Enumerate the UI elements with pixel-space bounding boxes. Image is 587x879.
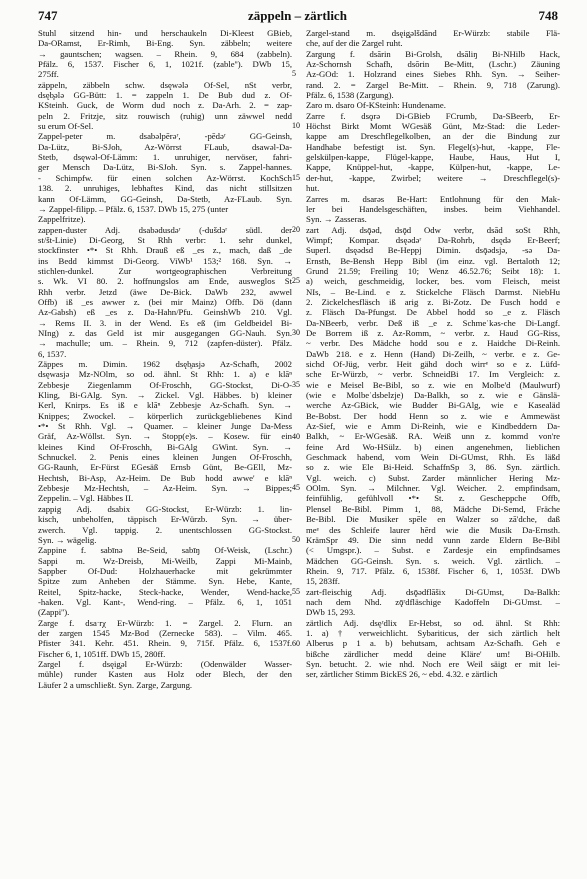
text-line: Stuhl sitzend hin- und herschaukeln Di-Kleest GBieb, <box>38 28 292 38</box>
text-line: der zargen 1545 Mz-Bod (Zernecke 583). – Vilm. 465. <box>38 627 292 638</box>
text-line: Az-Schornsh Schafh, dsōrin Be-Mitt, (Lschr.) Zäuning <box>306 59 560 70</box>
text-line: Syn. → wägelig. <box>38 534 97 545</box>
text-line: Vgl. weich. c) Subst. Zarder männlicher Hering Mz- <box>306 472 560 483</box>
text-line: Höchst Birkt Momt WGesäß Günt, Mz-Stad: die Leder- <box>306 121 560 132</box>
text-line: Plensel Be-Bibl. Pimm 1, 88, Mädche Di-Semd, Fräche <box>306 503 560 514</box>
text-line: Zappine f. sabīnǝ Be-Seid, sabīŋ Of-Weisk, (Lschr.) <box>38 545 292 556</box>
text-line: zwerch. Vgl. tappig. 2. unentschlossen GG-Stockst. <box>38 524 292 535</box>
text-line: (Zappi''). <box>38 607 70 618</box>
text-line: Kappe, Knüppel-hut, -kappe, Külpen-hut, -kappe, Le- <box>306 162 560 173</box>
text-line: ler bei Handelsgeschäften, insbes. beim Viehhandel. <box>306 203 560 214</box>
text-line: DWb 15, 293. <box>306 607 356 618</box>
text-line: Rhein. 9, 717. Pfälz. 6, 1538f. Fischer 6, 1, 1053f. DWb <box>306 565 560 576</box>
text-line: Zappelfritze). <box>38 214 86 225</box>
text-line: dsęb̥ǝlǝ GG-Bütt: 1. = zappeln 1. De Bub dud z. Of- <box>38 90 292 101</box>
text-line: Syn. betucht. 2. wie nhd. Noch ere Weil säigt er mit lei- <box>306 658 560 669</box>
text-line: zart Adj. dsǭǝd, dsǭd Odw verbr, dsād soSt Rhh, <box>306 224 560 235</box>
text-line: → machulle; um. – Rhein. 9, 712 (zapfen-düster). Pfälz. <box>38 338 292 349</box>
text-line: zappen-duster Adj. dsabǝdusdǝʳ (-dušdǝʳ südl. der <box>38 224 292 235</box>
text-line: Sappber Of-Dud: Holzhauerhacke mit gekrümmter <box>38 565 292 576</box>
text-line: Zargung f. dsārin Bi-Grolsh, dsāliŋ Bi-NHilb Hack, <box>306 48 560 59</box>
text-line: Handhabe befestigt ist. Syn. Flegel(s)-hut, -kappe, Fle- <box>306 141 560 152</box>
text-line: Sappi m. Wz-Dreisb, Mi-Weilb, Zappi Mi-Mainb, <box>38 555 292 566</box>
text-line: Kling, Bi-GAlg. Syn. → Zickel. Vgl. Häbbes. b) kleiner <box>38 390 292 401</box>
text-line: KSteinh. Guck, de Worm dud noch z. Da-Arh. 2. = zap- <box>38 100 292 111</box>
text-line: bißche zärdlicher medd deine Kläre' um! Bi-OHilb. <box>306 648 560 659</box>
line-number: 40 <box>292 431 300 441</box>
text-line: st/št-Linie) Di-Georg, St Rhh verbr: 1. sehr dunkel, <box>38 234 292 245</box>
text-line: werche Az-GBick, wie Budder Bi-GAlg, wie e Kasealäd <box>306 400 560 411</box>
line-number: 60 <box>292 638 300 648</box>
text-line: Mädchen GG-Geinsh. Syn. s. weich. Vgl. zärtlich. – <box>306 555 560 566</box>
line-number: 15 <box>292 172 300 182</box>
page-number-right: 748 <box>538 8 558 23</box>
line-number: 20 <box>292 224 300 234</box>
text-line: ins Bedd kimmst Di-Georg. ViWb¹ 153;² 168. Syn. → <box>38 255 292 266</box>
text-line: Pfälz. 6, 1537. Fischer 6, 1, 1021f. (zable''). DWb 15, <box>38 59 292 70</box>
text-line: Zebbesje Ziegenlamm Of-Froschh, GG-Stockst, Di-O- <box>38 379 292 390</box>
text-line: Stetb, dsęwǝl-Of-Lämm: 1. unruhiger, nervöser, fahri- <box>38 152 292 163</box>
line-number: 25 <box>292 276 300 286</box>
text-line: feine Ard Wo-HSülz. b) einen angenehmen, lieblichen <box>306 441 560 452</box>
text-line: Zäppes m. Dimin. 1962 dsęb̥asjǝ Az-Schafh, 2002 <box>38 359 292 369</box>
page-header <box>38 8 558 24</box>
text-line: sichd Of-Jüg, verbr. Heit gähd doch wirrᵉ so e z. Lüfd- <box>306 359 560 369</box>
text-line: hut. <box>306 183 320 194</box>
text-line: kann Of-Lämm, GG-Geinsh, Da-Stetb, Az-FLaub. Syn. <box>38 193 292 204</box>
text-line: Wimpf; Kompar. dsęǝdǝʳ Da-Rohrb, dsędǝ Er-Beerf; <box>306 234 560 245</box>
text-line: Alberus p 1 a. b) behutsam, achtsam Az-Schafh. Geh e <box>306 638 560 649</box>
text-line: Grund 21.59; Freiling 10; Wenz 46.52.76; Seibt 18): 1. <box>306 265 560 276</box>
text-line: mühle) runder Kasten aus Holz oder Blech, der den <box>38 669 292 680</box>
text-line: Ernsth, Be-Bensh Hepp Bibl (im einz. vgl. Bertaloth 12; <box>306 255 560 266</box>
text-line: OOlm. Syn. → Milchner. Vgl. Weicher. 2. empfindsam, <box>306 483 560 494</box>
text-line: 6, 1537. <box>38 348 67 359</box>
text-line: wie e Meisel Be-Bibl, so z. wie en Molbe'd (Maulwurf) <box>306 379 560 390</box>
text-line: Gräf, Az-Wöllst. Syn. → Stopp(e)s. – Kosew. für ein <box>38 431 292 442</box>
text-line: Da-NBeerb, verbr. Deß iß _e z. Schmeˈkǝs-che Di-Langf. <box>306 317 560 328</box>
text-line: KrämSpr 49. Die sinn nedd vunn zarde Eldern Be-Bibl <box>306 534 560 545</box>
text-line: su erum Of-Sel. <box>38 121 94 132</box>
text-line: Balkh, ~ Er-WGesäß. RA. Weiß unn z. kommd von're <box>306 431 560 442</box>
text-line: 275ff. <box>38 69 59 80</box>
text-line: zärtlich Adj. dsęʳdlix Er-Hebst, so od. ähnl. St Rhh: <box>306 617 560 628</box>
text-line: zappig Adj. dsabix GG-Stockst, Er-Würzb: 1. lin- <box>38 503 292 514</box>
text-line: der-hut, -kappe, Zwirbel; weitere → Dreschflegel(s)- <box>306 172 560 183</box>
text-line: peln 2. Fritzje, sitz rouwisch (ruhig) unn zäwwel nedd <box>38 110 292 121</box>
text-line: sche Er-Würzb, ~ verbr. SchneidBi 17. Im Vergleich: z. <box>306 369 560 380</box>
text-line: Spitze zum Anheben der Stämme. Syn. Hebe, Kante, <box>38 576 292 587</box>
left-column <box>38 28 292 690</box>
text-line: Rhh verbr. Jetzd (äwe De-Bick. DaWb 232, awwel <box>38 286 292 297</box>
text-line: NIng) z. das Geld ist mir ausgegangen GG-Nauh. Syn. <box>38 327 292 338</box>
page-number-left: 747 <box>38 8 58 23</box>
text-line: 2. Zickelchesfläsch iß arig z. Bi-Zotz. De Fusch hodd e <box>306 296 560 307</box>
text-line: → Zappel-filipp. – Pfälz. 6, 1537. DWb 15, 275 (unter <box>38 203 229 214</box>
text-line: GG-Raunh, Er-Fürst EGesäß Ernsb Günt, Be-GEll, Mz- <box>38 462 292 473</box>
text-line: Knippes; Zwockel. – körperlich zurückgebliebenes Kind <box>38 410 292 421</box>
text-line: stockfinster •*• St Rhh. Drauß eß _es z., mach, daß _de <box>38 245 292 256</box>
text-line: Fischer 6, 1, 1051ff. DWb 15, 280ff. <box>38 648 166 659</box>
text-line: ~ verbr. Des Mädche hodd sou e z. Haidche Di-Reinh. <box>306 338 560 349</box>
text-line: Zargel f. dsęig̥ǝl Er-Würzb: (Odenwälder Wasser- <box>38 658 292 669</box>
text-line: Zebbesje Mz-Hechtsh, – Az-Heim. Syn. → Bippes; <box>38 483 292 494</box>
text-line: Kerl, Knirps. Es iß e klāⁿ Zebbesje Az-Schafh. Syn. → <box>38 400 292 411</box>
text-line: (wie e Molbeˈdsbelzje) Da-Balkh, so z. wie e Gänslä- <box>306 390 560 401</box>
text-line: Zarge f. dsaˑrχ Er-Würzb: 1. = Zargel. 2. Flurn. an <box>38 617 292 628</box>
text-line: Syn. → Zasseras. <box>306 214 367 225</box>
text-line: so z. wie Ele Bi-Heid. SchaffnSp 3, 86. Syn. zärtlich. <box>306 462 560 473</box>
text-line: kleines Kind Of-Froschh, Bi-GAlg GWint. Syn. → <box>38 441 292 452</box>
text-line: → Rems II. 3. in der Wend. Es eß (im Geldbeidel Bi- <box>38 317 292 328</box>
line-number: 45 <box>292 483 300 493</box>
text-line: Zappel-peter m. dsabǝlpērǝʳ, -pēdǝʳ GG-Geinsh, <box>38 131 292 142</box>
text-line: kisch, unbeholfen, täppisch Er-Würzb. Syn. → über- <box>38 514 292 525</box>
right-column <box>306 28 560 680</box>
text-line: Zarres m. dsarǝs Be-Hart: Entlohnung für den Mak- <box>306 193 560 204</box>
text-line: Hechtsh, Bi-Asp, Az-Heim. De Bub hodd awwe' e klāⁿ <box>38 472 292 483</box>
line-number: 5 <box>292 69 296 79</box>
text-line: gelskülpen-kappe, Flügel-kappe, Haube, Haus, Hut I, <box>306 152 560 163</box>
text-line: (< Umgspr.). – Subst. e Zardesje ein empfindsames <box>306 545 560 556</box>
text-line: che, auf der die Zargel ruht. <box>306 38 403 49</box>
line-number: 50 <box>292 535 300 545</box>
text-line: → gauntschen; wagsen. – Rhein. 9, 684 (zabbeln). <box>38 48 292 59</box>
text-line: zart-fleischig Adj. dsǭǝdflāšix Di-GUmst, Da-Balkh: <box>306 586 560 597</box>
text-line: 1. a) † verweichlicht. Sybariticus, der sich zärtlich helt <box>306 627 560 638</box>
text-line: Zaro m. dsaro Of-KSteinh: Hundename. <box>306 100 446 111</box>
text-line: De Borrem iß z. Az-Romm, ~ verbr. z. Haud GG-Riss, <box>306 327 560 338</box>
line-number: 10 <box>292 121 300 131</box>
text-line: zäppeln, zäbbeln schw. dsęwǝlǝ Of-Sel, nSt verbr, <box>38 79 292 90</box>
text-line: Zargel-stand m. dsęig̥ǝlšdānd Er-Würzb: stabile Flä- <box>306 28 560 38</box>
text-line: Pfälz. 6, 1538 (Zargung). <box>306 90 394 101</box>
text-line: Offb) iß _es awwer z. (bei mir Mainz) Offb. Dö (dann <box>38 296 292 307</box>
text-line: Läufer 2 a umschließt. Syn. Zarge, Zargung. <box>38 679 193 690</box>
line-number: 35 <box>292 379 300 389</box>
text-line: Schnuckel. 2. Penis eines kleinen Jungen Of-Froschh, <box>38 452 292 463</box>
text-line: a) weich, geschmeidig, locker, bes. vom Fleisch, meist <box>306 276 560 287</box>
text-line: rand. 2. = Zargel Be-Mitt. – Rhein. 9, 718 (Zarung). <box>306 79 560 90</box>
text-line: stichlen-dunkel. Zur wortgeographischen Verbreitung <box>38 265 292 276</box>
text-line: •*• St Rhh. Vgl. → Quamer. – kleiner Junge Da-Mess <box>38 421 292 432</box>
text-line: Be-Bobst. Der hodd Henn so z. wie e Ammewäst <box>306 410 560 421</box>
text-line: Superl. dsęǝdsd Be-Heppj Dimin. dsǭǝdsjǝ, -sǝ Da- <box>306 245 560 256</box>
text-line: - Schimpfw. für einen solchen Az-Wörrst. KochSch <box>38 172 292 183</box>
text-line: feinfühlig, gefühlvoll •*• St. z. Gescheppche Offb, <box>306 493 560 504</box>
text-line: Zarre f. dsǫrǝ Di-GBieb FCrumb, Da-SBeerb, Er- <box>306 110 560 121</box>
text-line: Pfister 341. Kehr. 451. Rhein. 9, 715f. Pfälz. 6, 1537f. <box>38 638 292 649</box>
line-number: 55 <box>292 586 300 596</box>
text-line: 15, 283ff. <box>306 576 340 587</box>
text-line: DaWb 218. e z. Henn (Hand) Di-Zeilh, ~ verbr. e z. Ge- <box>306 348 560 359</box>
text-line: Be-Bibl. Die Musiker spēle en Walzer so zā'dche, daß <box>306 514 560 525</box>
text-line: 138. 2. unruhiges, lebhaftes Kind, das nicht stillsitzen <box>38 183 292 194</box>
text-line: kappe am Dreschflegelkolben, an der die Bindung zur <box>306 131 560 142</box>
text-line: Az-Gabsh) eß _es z. Da-Hahn/Pfu. GeinshWb 210. Vgl. <box>38 307 292 318</box>
text-line: dsęwasjǝ Mz-NOlm, so od. ähnl. St Rhh: 1. a) e klāⁿ <box>38 369 292 380</box>
text-line: ser, zärtlicher Stimm BickES 26, ~ ebd. 4.32. e zärtlich <box>306 669 498 680</box>
text-line: Zeppelin. – Vgl. Häbbes II. <box>38 493 134 504</box>
text-line: Da-ORamst, Er-Rimh, Bi-Eng. Syn. zäbbeln; weitere <box>38 38 292 49</box>
text-line: nach dem Nhd. zǭʳdfläschige Kadoffeln Di-GUmst. – <box>306 596 560 607</box>
text-line: NIs, – Be-Lind. e z. Stickelche Fläsch Darmst. NiebHu <box>306 286 560 297</box>
text-line: Az-Sief, wie e Amm Di-Reinh, wie e Kindbeddern Da- <box>306 421 560 432</box>
text-line: ger Mensch Da-Lütz, Bi-SJoh. Syn. s. Zappel-hannes. <box>38 162 292 173</box>
text-line: Da-Lütz, Bi-SJoh, Az-Wörrst FLaub, dsawǝl-Da- <box>38 141 292 152</box>
line-number: 30 <box>292 328 300 338</box>
text-line: meᵉ des Schleife laurer hērd wie die Musik Da-Ernsth. <box>306 524 560 535</box>
running-head: zäppeln – zärtlich <box>248 8 347 23</box>
text-line: s. Wk. VI 80. 2. hoffnungslos am Ende, ausweglos St <box>38 276 292 287</box>
text-line: -haken. Vgl. Kant-, Wend-ring. – Pfälz. 6, 1, 1051 <box>38 596 292 607</box>
text-line: Reitel, Spitz-hacke, Steck-hacke, Wender, Wend-hacke, <box>38 586 292 597</box>
text-line: Geschmack habend, vom Wein Di-GUmst, Rhh. Es läßd <box>306 452 560 463</box>
text-line: Az-GOd: 1. Holzrand eines Siebes Rhh. Syn. → Seiher- <box>306 69 560 80</box>
text-line: z. Fläsch Da-Pfungst. De Abbel hodd so _e z. Fläsch <box>306 307 560 318</box>
